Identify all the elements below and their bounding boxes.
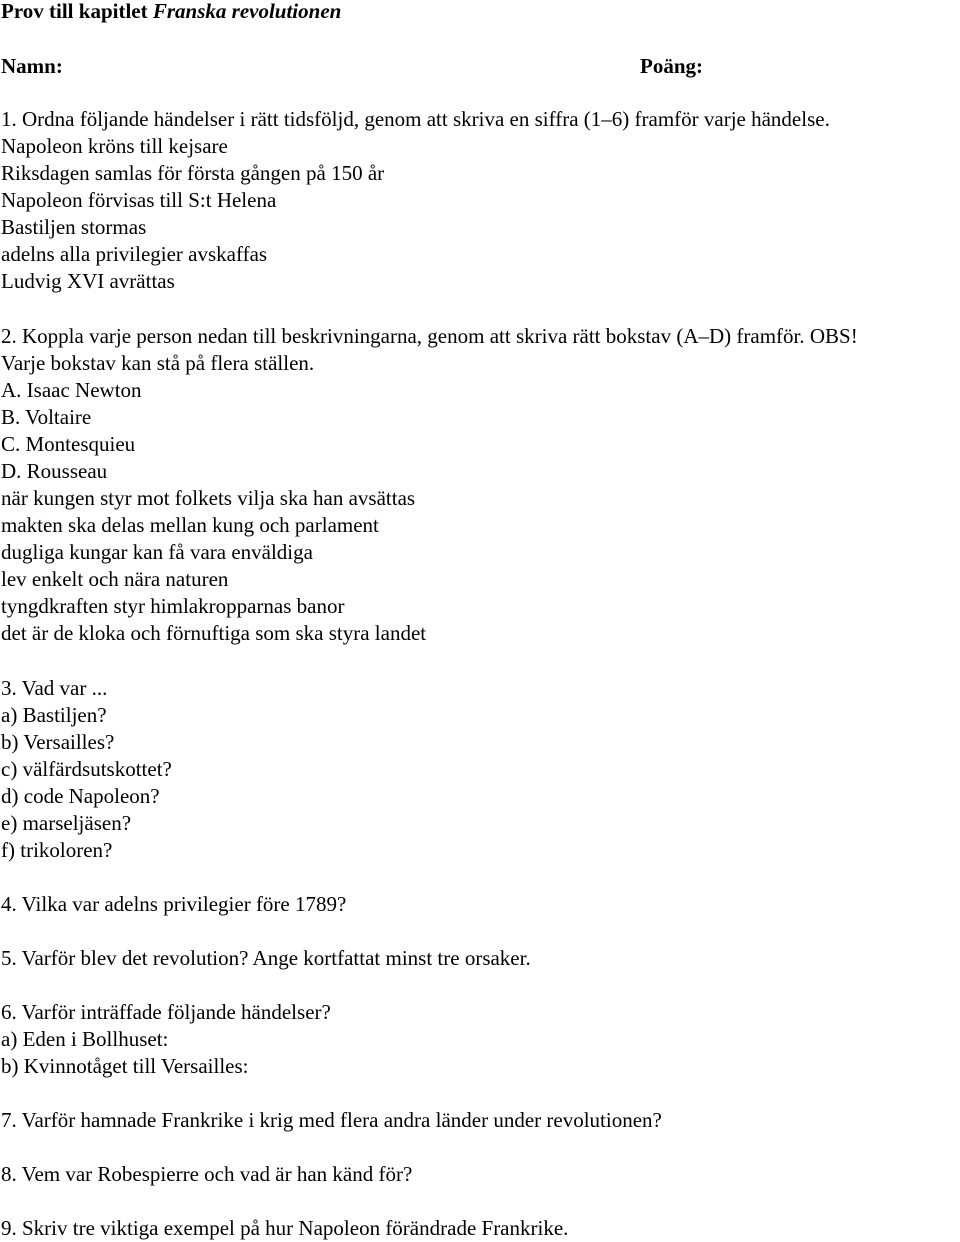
title-subject: Franska revolutionen <box>152 0 342 23</box>
name-label: Namn: <box>1 54 63 78</box>
q2-prompt-line2: Varje bokstav kan stå på flera ställen. <box>1 351 315 375</box>
page-title <box>1 0 341 25</box>
q1-item: Riksdagen samlas för första gången på 150 år <box>1 161 385 185</box>
q3-item: b) Versailles? <box>1 730 115 754</box>
q2-description: tyngdkraften styr himlakropparnas banor <box>1 594 345 618</box>
title-prefix: Prov till kapitlet <box>1 0 153 23</box>
q4-prompt: 4. Vilka var adelns privilegier före 1789? <box>1 892 347 916</box>
q3-item: e) marseljäsen? <box>1 811 132 835</box>
q2-description: när kungen styr mot folkets vilja ska han avsättas <box>1 486 416 510</box>
q3-item: f) trikoloren? <box>1 838 113 862</box>
q2-description: makten ska delas mellan kung och parlament <box>1 513 379 537</box>
q3-item: a) Bastiljen? <box>1 703 107 727</box>
q1-prompt: 1. Ordna följande händelser i rätt tidsföljd, genom att skriva en siffra (1–6) framför varje händelse. <box>1 107 830 131</box>
q2-person: D. Rousseau <box>1 459 108 483</box>
q2-description: det är de kloka och förnuftiga som ska styra landet <box>1 621 427 645</box>
q6-item: b) Kvinnotåget till Versailles: <box>1 1054 249 1078</box>
q6-item: a) Eden i Bollhuset: <box>1 1027 169 1051</box>
q1-item: Ludvig XVI avrättas <box>1 269 175 293</box>
q7-prompt: 7. Varför hamnade Frankrike i krig med flera andra länder under revolutionen? <box>1 1108 662 1132</box>
q6-prompt: 6. Varför inträffade följande händelser? <box>1 1000 331 1024</box>
q2-person: A. Isaac Newton <box>1 378 142 402</box>
q3-prompt: 3. Vad var ... <box>1 676 108 700</box>
q2-description: dugliga kungar kan få vara enväldiga <box>1 540 313 564</box>
q1-item: Bastiljen stormas <box>1 215 147 239</box>
q5-prompt: 5. Varför blev det revolution? Ange kortfattat minst tre orsaker. <box>1 946 531 970</box>
q3-item: d) code Napoleon? <box>1 784 160 808</box>
q3-item: c) välfärdsutskottet? <box>1 757 172 781</box>
q2-prompt-line1: 2. Koppla varje person nedan till beskrivningarna, genom att skriva rätt bokstav (A–D) framför. OBS! <box>1 324 858 348</box>
q1-item: Napoleon kröns till kejsare <box>1 134 228 158</box>
q2-description: lev enkelt och nära naturen <box>1 567 229 591</box>
q1-item: adelns alla privilegier avskaffas <box>1 242 268 266</box>
q2-person: B. Voltaire <box>1 405 92 429</box>
q1-item: Napoleon förvisas till S:t Helena <box>1 188 277 212</box>
q2-person: C. Montesquieu <box>1 432 136 456</box>
q9-prompt: 9. Skriv tre viktiga exempel på hur Napoleon förändrade Frankrike. <box>1 1216 569 1240</box>
points-label: Poäng: <box>640 54 703 78</box>
q8-prompt: 8. Vem var Robespierre och vad är han känd för? <box>1 1162 413 1186</box>
